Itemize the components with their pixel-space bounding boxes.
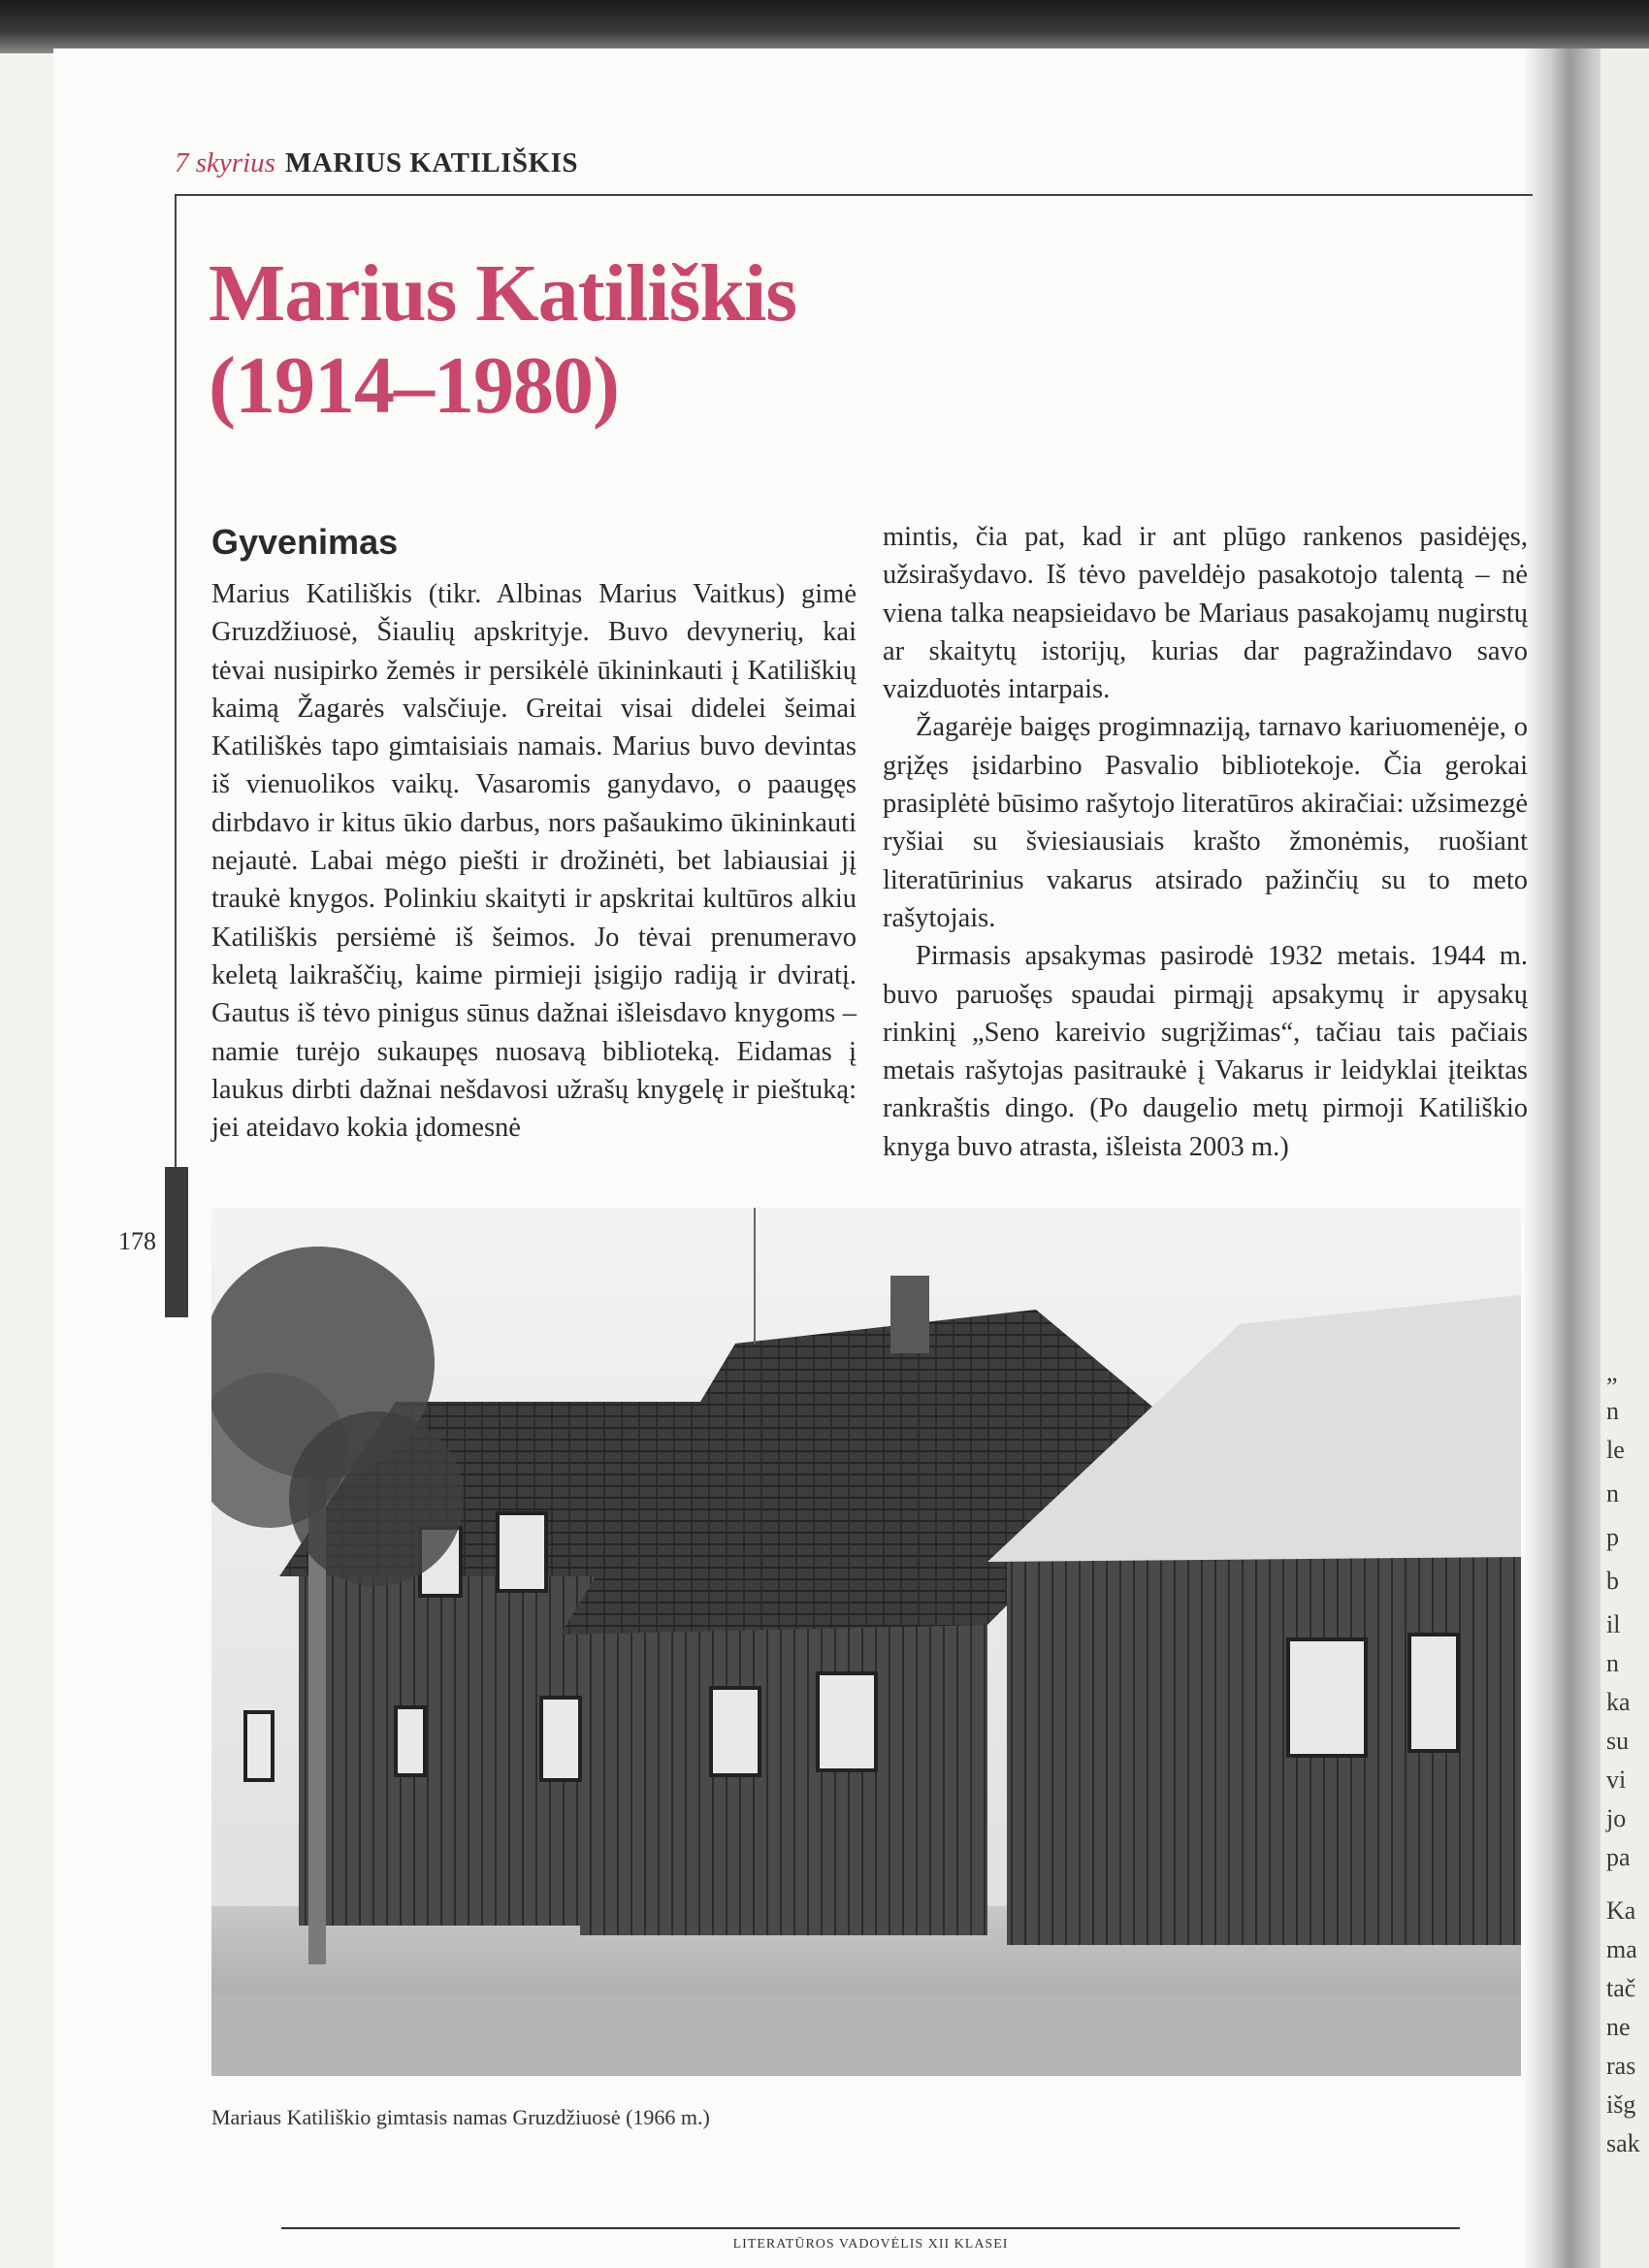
- text-column-left: [211, 575, 857, 1147]
- frame-line-left: [175, 194, 177, 1203]
- section-heading: Gyvenimas: [211, 522, 399, 562]
- window: [541, 1698, 580, 1780]
- photo-road: [211, 1993, 1521, 2076]
- next-page-fragment: ne: [1606, 2013, 1631, 2041]
- next-page-fragment: le: [1606, 1436, 1625, 1464]
- text-column-right: [883, 518, 1528, 1166]
- next-page-fragment: n: [1606, 1649, 1619, 1677]
- photo-caption: Mariaus Katiliškio gimtasis namas Gruzdžiuosė (1966 m.): [211, 2105, 710, 2129]
- title-years: (1914–1980): [209, 340, 619, 431]
- next-page-fragment: b: [1606, 1567, 1619, 1595]
- title-name: Marius Katiliškis: [209, 248, 797, 339]
- running-header: [175, 147, 578, 179]
- next-page-fragment: n: [1606, 1479, 1619, 1507]
- body-paragraph: Žagarėje baigęs progimnaziją, tarnavo kariuomenėje, o grįžęs įsidarbino Pasvalio bibliotekoje. Čia gerokai prasiplėtė būsimo rašytojo literatūros akiračiai: užsimezgė ryšiai su šviesiausiais krašto žmonėmis, ruošiant literatūrinius vakarus atsirado pažinčių su to meto rašytojais.: [883, 712, 1528, 933]
- frame-line-top: [175, 194, 1533, 196]
- page-tab-marker: [165, 1167, 188, 1317]
- house-photo: [211, 1208, 1521, 2076]
- house-main-wall: [580, 1615, 987, 1935]
- tree-foliage: [289, 1411, 464, 1586]
- next-page-fragment: ma: [1606, 1935, 1637, 1963]
- running-footer: LITERATŪROS VADOVĖLIS XII KLASEI: [732, 2237, 1009, 2252]
- book-spine: [1523, 49, 1600, 2268]
- window: [1409, 1635, 1458, 1751]
- chimney: [890, 1276, 929, 1353]
- next-page-edge: [1600, 49, 1649, 2268]
- next-page-fragment: n: [1606, 1397, 1619, 1425]
- chapter-label: 7 skyrius: [175, 147, 275, 178]
- window: [1288, 1639, 1366, 1756]
- next-page-fragment: sak: [1606, 2129, 1640, 2157]
- next-page-fragment: p: [1606, 1523, 1619, 1551]
- window: [711, 1688, 760, 1775]
- window: [818, 1673, 876, 1770]
- next-page-fragment: pa: [1606, 1843, 1631, 1871]
- footer-rule: [281, 2227, 1460, 2229]
- body-paragraph: Marius Katiliškis (tikr. Albinas Marius Vaitkus) gimė Gruzdžiuosė, Šiaulių apskrityje. Buvo devynerių, kai tėvai nusipirko žemės ir persikėlė ūkininkauti į Katiliškių kaimą Žagarės valsčiuje. Greitai visai didelei šeimai Katiliškės tapo gimtaisiais namais. Marius buvo devintas iš vienuolikos vaikų. Vasaromis ganydavo, o paaugęs dirbdavo ir kitus ūkio darbus, nors pašaukimo ūkininkauti nejautė. Labai mėgo piešti ir drožinėti, bet labiausiai jį traukė knygos. Polinkiu skaityti ir apskritai kultūros alkiu Katiliškis persiėmė iš šeimos. Jo tėvai prenumeravo keletą laikraščių, kaime pirmieji įsigijo radiją ir dviratį. Gautus iš tėvo pinigus sūnus dažnai išleisdavo knygoms – namie turėjo sukaupęs nuosavą biblioteką. Eidamas į laukus dirbti dažnai nešdavosi užrašų knygelę ir pieštuką: jei ateidavo kokia įdomesnė: [211, 579, 857, 1144]
- next-page-fragment: tač: [1606, 1974, 1636, 2002]
- window: [498, 1513, 546, 1591]
- next-page-fragment: ka: [1606, 1688, 1631, 1716]
- next-page-fragment: jo: [1606, 1804, 1627, 1832]
- window: [396, 1707, 425, 1775]
- next-page-fragment: „: [1606, 1358, 1618, 1386]
- window: [245, 1712, 273, 1780]
- next-page-fragment: su: [1606, 1727, 1630, 1755]
- scan-top-edge: [0, 0, 1649, 53]
- next-page-fragment: ras: [1606, 2052, 1636, 2080]
- next-page-fragment: išg: [1606, 2090, 1636, 2119]
- next-page-fragment: il: [1606, 1610, 1621, 1638]
- next-page-fragment: vi: [1606, 1766, 1627, 1794]
- body-paragraph: Pirmasis apsakymas pasirodė 1932 metais. 1944 m. buvo paruošęs spaudai pirmąjį apsakymų ir apysakų rinkinį „Seno kareivio sugrįžimas“, tačiau tais pačiais metais rašytojas pasitraukė į Vakarus ir leidyklai įteiktas rankraštis dingo. (Po daugelio metų pirmoji Katiliškio knyga buvo atrasta, išleista 2003 m.): [883, 941, 1528, 1162]
- next-page-fragment: Ka: [1606, 1896, 1636, 1925]
- body-paragraph: mintis, čia pat, kad ir ant plūgo rankenos pasidėjęs, užsirašydavo. Iš tėvo paveldėjo pasakotojo talentą – nė viena talka neapsieidavo be Mariaus pasakojamų nugirstų ar skaitytų istorijų, kurias dar pagražindavo savo vaizduotės intarpais.: [883, 522, 1528, 705]
- page-number: 178: [118, 1227, 156, 1255]
- page-title: [209, 247, 796, 432]
- header-author-name: MARIUS KATILIŠKIS: [284, 147, 578, 178]
